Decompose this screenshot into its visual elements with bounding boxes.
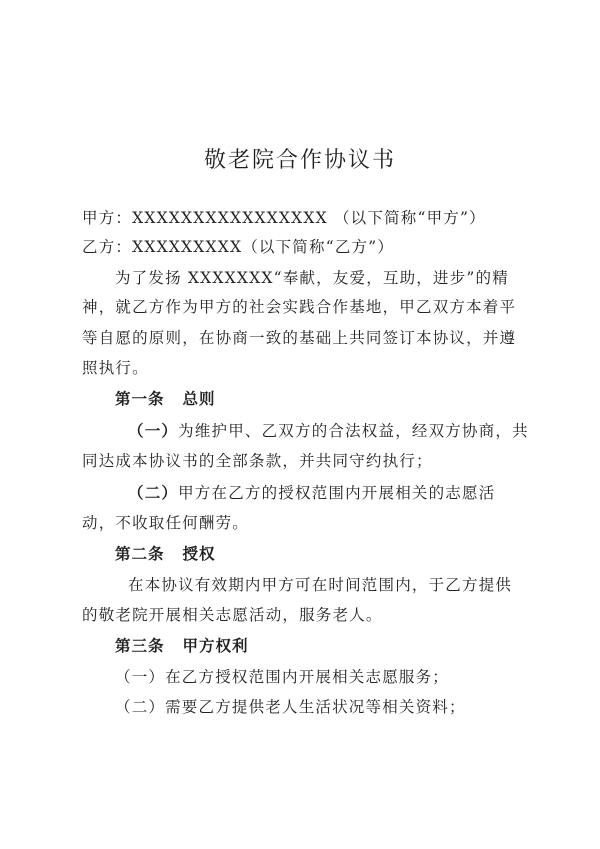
article-1-clause-2-line-2: 动，不收取任何酬劳。 — [82, 514, 250, 532]
preamble-line-1: 为了发扬 XXXXXXX“奉献，友爱，互助，进步”的精 — [115, 269, 509, 287]
article-1-clause-1-mark: （一） — [128, 422, 179, 440]
article-3-number: 第三条 — [115, 637, 165, 655]
article-3-name: 甲方权利 — [182, 637, 249, 655]
article-2-number: 第二条 — [115, 545, 165, 563]
article-1-clause-1-line-2: 同达成本协议书的全部条款，并共同守约执行； — [82, 452, 433, 470]
article-1-clause-2-mark: （二） — [128, 484, 179, 502]
document-title: 敬老院合作协议书 — [203, 148, 396, 173]
article-2-name: 授权 — [182, 545, 216, 563]
article-1-clause-2-text: 甲方在乙方的授权范围内开展相关的志愿活 — [178, 484, 496, 502]
article-2-line-1: 在本协议有效期内甲方可在时间范围内，于乙方提供 — [128, 576, 513, 594]
preamble-line-2: 神，就乙方作为甲方的社会实践合作基地，甲乙双方本着平 — [82, 298, 517, 316]
article-2-heading — [115, 544, 216, 564]
party-a-line: 甲方：XXXXXXXXXXXXXXXX （以下简称“甲方”） — [82, 209, 486, 227]
preamble-line-4: 照执行。 — [82, 359, 149, 377]
article-1-heading — [115, 389, 216, 409]
article-1-name: 总则 — [182, 390, 216, 408]
preamble-line-3: 等自愿的原则，在协商一致的基础上共同签订本协议，并遵 — [82, 329, 517, 347]
article-2-line-2: 的敬老院开展相关志愿活动，服务老人。 — [82, 606, 383, 624]
article-1-clause-1-line-1 — [128, 421, 529, 441]
article-1-clause-1-text: 为维护甲、乙双方的合法权益，经双方协商，共 — [178, 422, 529, 440]
article-3-clause-2: （二）需要乙方提供老人生活状况等相关资料； — [115, 698, 466, 716]
article-3-heading — [115, 636, 249, 656]
article-1-number: 第一条 — [115, 390, 165, 408]
party-b-line: 乙方：XXXXXXXXX（以下简称“乙方”） — [82, 238, 395, 256]
article-1-clause-2-line-1 — [128, 483, 495, 503]
article-3-clause-1: （一）在乙方授权范围内开展相关志愿服务； — [115, 668, 450, 686]
